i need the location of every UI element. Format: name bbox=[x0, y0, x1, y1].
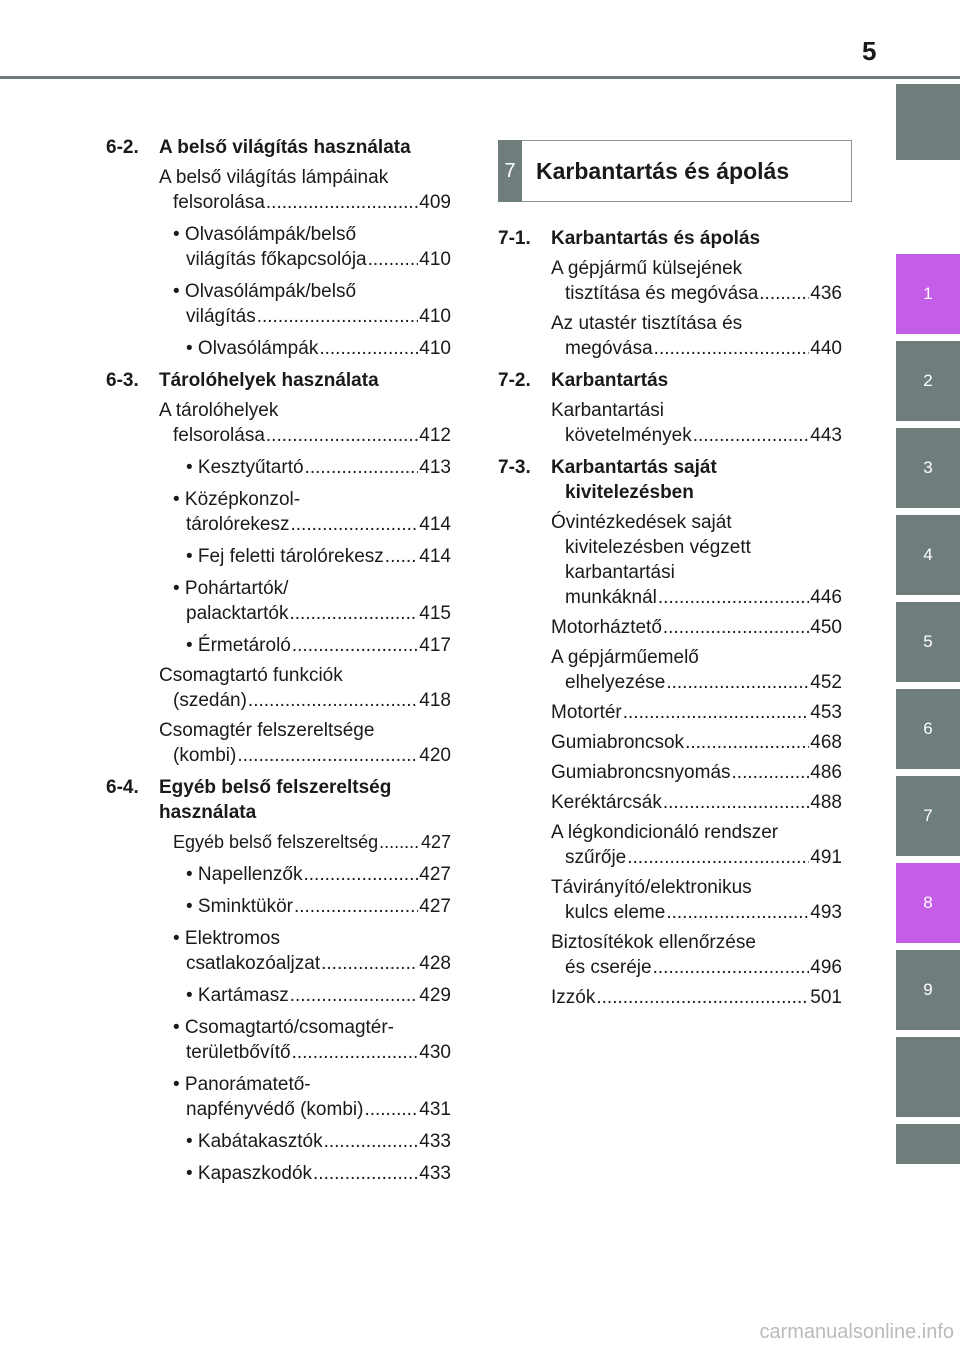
toc-bullet-entry[interactable]: • Kapaszkodók ..... 433 bbox=[173, 1161, 451, 1186]
chapter-number: 7 bbox=[498, 140, 522, 202]
toc-entry[interactable]: A belső világítás lámpáinak felsorolása ..... 409 bbox=[159, 165, 451, 215]
chapter-tab-blank-top[interactable] bbox=[896, 84, 960, 160]
chapter-tab-1[interactable]: 1 bbox=[896, 254, 960, 334]
section-heading[interactable]: 7-2. Karbantartás bbox=[498, 370, 669, 391]
toc-entry[interactable]: A légkondicionáló rendszer szűrője ..... 491 bbox=[551, 820, 842, 870]
toc-bullet-entry[interactable]: • Csomagtartó/csomagtér- területbővítő ..... 430 bbox=[173, 1015, 451, 1065]
toc-entry[interactable]: A gépjármű külsejének tisztítása és megóvása ..... 436 bbox=[551, 256, 842, 306]
toc-entry[interactable]: Az utastér tisztítása és megóvása ..... 440 bbox=[551, 311, 842, 361]
toc-bullet-entry[interactable]: • Napellenzők ..... 427 bbox=[173, 862, 451, 887]
toc-bullet-entry[interactable]: • Olvasólámpák/belső világítás ..... 410 bbox=[173, 279, 451, 329]
chapter-tab-6[interactable]: 6 bbox=[896, 689, 960, 769]
chapter-tab-2[interactable]: 2 bbox=[896, 341, 960, 421]
chapter-title: Karbantartás és ápolás bbox=[536, 157, 790, 184]
chapter-heading-box bbox=[498, 140, 852, 202]
chapter-tab-blank-b[interactable] bbox=[896, 1124, 960, 1164]
toc-bullet-entry[interactable]: • Középkonzol- tárolórekesz ..... 414 bbox=[173, 487, 451, 537]
toc-left-column bbox=[106, 135, 451, 1186]
toc-entry[interactable]: Csomagtér felszereltsége (kombi) ..... 420 bbox=[159, 718, 451, 768]
toc-entry[interactable]: A gépjárműemelő elhelyezése ..... 452 bbox=[551, 645, 842, 695]
chapter-tab-7[interactable]: 7 bbox=[896, 776, 960, 856]
toc-entry[interactable]: Karbantartási követelmények ..... 443 bbox=[551, 398, 842, 448]
toc-bullet-entry[interactable]: • Kartámasz ..... 429 bbox=[173, 983, 451, 1008]
section-heading[interactable]: 6-4. Egyéb belső felszereltség használata bbox=[106, 777, 392, 823]
section-heading[interactable]: 6-2. A belső világítás használata bbox=[106, 137, 411, 158]
section-heading[interactable]: 6-3. Tárolóhelyek használata bbox=[106, 370, 379, 391]
header-rule bbox=[0, 76, 960, 79]
section-heading[interactable]: 7-3. Karbantartás saját kivitelezésben bbox=[498, 457, 717, 503]
toc-entry[interactable]: Távirányító/elektronikus kulcs eleme ..... 493 bbox=[551, 875, 842, 925]
toc-bullet-entry[interactable]: • Kesztyűtartó ..... 413 bbox=[173, 455, 451, 480]
watermark-footer: carmanualsonline.info bbox=[759, 1321, 954, 1343]
toc-entry[interactable]: Csomagtartó funkciók (szedán) ..... 418 bbox=[159, 663, 451, 713]
chapter-tab-blank-a[interactable] bbox=[896, 1037, 960, 1117]
chapter-tab-9[interactable]: 9 bbox=[896, 950, 960, 1030]
toc-entry[interactable]: A tárolóhelyek felsorolása ..... 412 bbox=[159, 398, 451, 448]
toc-right-column bbox=[498, 226, 842, 1010]
chapter-tab-4[interactable]: 4 bbox=[896, 515, 960, 595]
toc-bullet-entry[interactable]: • Olvasólámpák/belső világítás főkapcsolója ..... 410 bbox=[173, 222, 451, 272]
toc-entry[interactable]: Gumiabroncsok ..... 468 bbox=[551, 730, 842, 755]
toc-entry[interactable]: Óvintézkedések saját kivitelezésben végzett karbantartási munkáknál ..... 446 bbox=[551, 510, 842, 610]
toc-bullet-entry[interactable]: • Fej feletti tárolórekesz ..... 414 bbox=[173, 544, 451, 569]
toc-bullet-entry[interactable]: • Pohártartók/ palacktartók ..... 415 bbox=[173, 576, 451, 626]
toc-entry[interactable]: Motorháztető ..... 450 bbox=[551, 615, 842, 640]
toc-entry[interactable]: Izzók ..... 501 bbox=[551, 985, 842, 1010]
toc-bullet-entry[interactable]: • Panorámatető- napfényvédő (kombi) ..... 431 bbox=[173, 1072, 451, 1122]
toc-entry[interactable]: Egyéb belső felszereltség ..... 427 bbox=[159, 830, 451, 855]
toc-bullet-entry[interactable]: • Elektromos csatlakozóaljzat ..... 428 bbox=[173, 926, 451, 976]
toc-bullet-entry[interactable]: • Kabátakasztók ..... 433 bbox=[173, 1129, 451, 1154]
toc-entry[interactable]: Biztosítékok ellenőrzése és cseréje ..... 496 bbox=[551, 930, 842, 980]
chapter-tab-3[interactable]: 3 bbox=[896, 428, 960, 508]
page-number: 5 bbox=[862, 36, 877, 66]
chapter-tab-5[interactable]: 5 bbox=[896, 602, 960, 682]
chapter-tab-8[interactable]: 8 bbox=[896, 863, 960, 943]
toc-bullet-entry[interactable]: • Érmetároló ..... 417 bbox=[173, 633, 451, 658]
toc-bullet-entry[interactable]: • Olvasólámpák ..... 410 bbox=[173, 336, 451, 361]
toc-entry[interactable]: Keréktárcsák ..... 488 bbox=[551, 790, 842, 815]
toc-bullet-entry[interactable]: • Sminktükör ..... 427 bbox=[173, 894, 451, 919]
section-heading[interactable]: 7-1. Karbantartás és ápolás bbox=[498, 228, 761, 249]
toc-entry[interactable]: Gumiabroncsnyomás ..... 486 bbox=[551, 760, 842, 785]
toc-entry[interactable]: Motortér ..... 453 bbox=[551, 700, 842, 725]
